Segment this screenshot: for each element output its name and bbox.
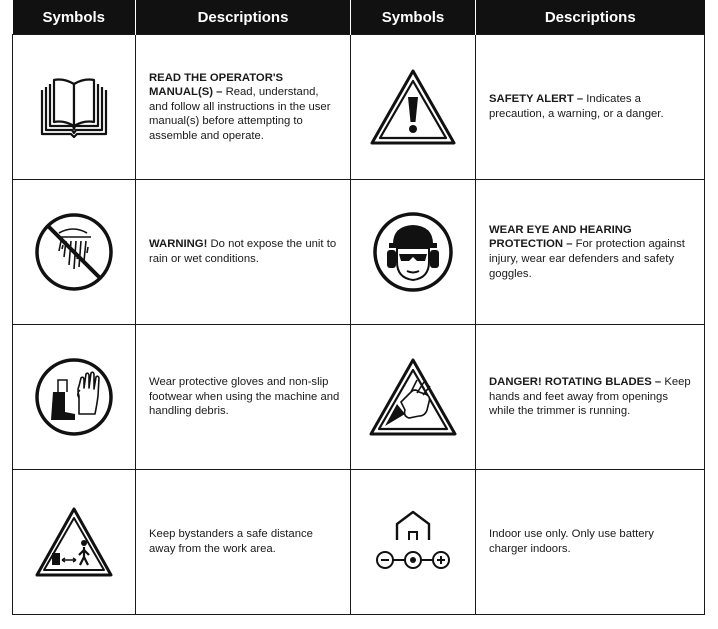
bystander-distance-icon <box>33 505 115 579</box>
table-row <box>13 325 705 470</box>
no-rain-icon <box>33 211 115 293</box>
table-row <box>13 470 705 615</box>
description-bold: DANGER! ROTATING BLADES – <box>489 376 662 389</box>
description-text: Indicates a precaution, a warning, or a danger. <box>489 93 664 120</box>
rotating-blades-icon <box>367 356 459 438</box>
description-text: Do not expose the unit to rain or wet conditions. <box>149 238 337 265</box>
description-cell <box>136 325 351 470</box>
symbols-table-container <box>12 0 704 612</box>
description-text: Indoor use only. Only use battery charger indoors. <box>489 528 654 555</box>
description-text: Wear protective gloves and non-slip footwear when using the machine and handling debris. <box>149 376 340 418</box>
table-row <box>13 35 705 180</box>
symbol-cell <box>13 325 136 470</box>
symbol-cell <box>13 470 136 615</box>
description-cell <box>136 470 351 615</box>
header-descriptions-right: Descriptions <box>476 0 705 35</box>
description-cell <box>476 325 705 470</box>
symbol-cell <box>13 180 136 325</box>
header-row <box>13 0 705 35</box>
operator-manual-book-icon <box>37 76 111 138</box>
symbol-cell <box>351 325 476 470</box>
description-bold: SAFETY ALERT – <box>489 93 584 106</box>
eye-hearing-protection-icon <box>371 210 455 294</box>
description-text: Read, understand, and follow all instructions in the user manual(s) before attempting to assemble and operate. <box>149 86 331 142</box>
description-text: Keep hands and feet away from openings while the trimmer is running. <box>489 376 691 418</box>
description-cell <box>136 35 351 180</box>
description-bold: READ THE OPERATOR'S MANUAL(S) – <box>149 71 284 99</box>
symbol-cell <box>351 35 476 180</box>
description-text: For protection against injury, wear ear defenders and safety goggles. <box>489 238 685 280</box>
symbols-table <box>12 0 705 615</box>
table-row <box>13 180 705 325</box>
symbol-cell <box>351 180 476 325</box>
header-symbols-right: Symbols <box>351 0 476 35</box>
symbol-cell <box>351 470 476 615</box>
safety-alert-triangle-icon <box>368 67 458 147</box>
description-bold: WEAR EYE AND HEARING PROTECTION – <box>489 223 632 251</box>
description-bold: WARNING! <box>149 238 208 251</box>
description-cell <box>136 180 351 325</box>
description-text: Keep bystanders a safe distance away from the work area. <box>149 528 313 555</box>
header-symbols-left: Symbols <box>13 0 136 35</box>
description-cell <box>476 35 705 180</box>
description-cell <box>476 180 705 325</box>
indoor-charger-icon <box>373 510 453 574</box>
gloves-footwear-icon <box>33 356 115 438</box>
header-descriptions-left: Descriptions <box>136 0 351 35</box>
symbol-cell <box>13 35 136 180</box>
description-cell <box>476 470 705 615</box>
